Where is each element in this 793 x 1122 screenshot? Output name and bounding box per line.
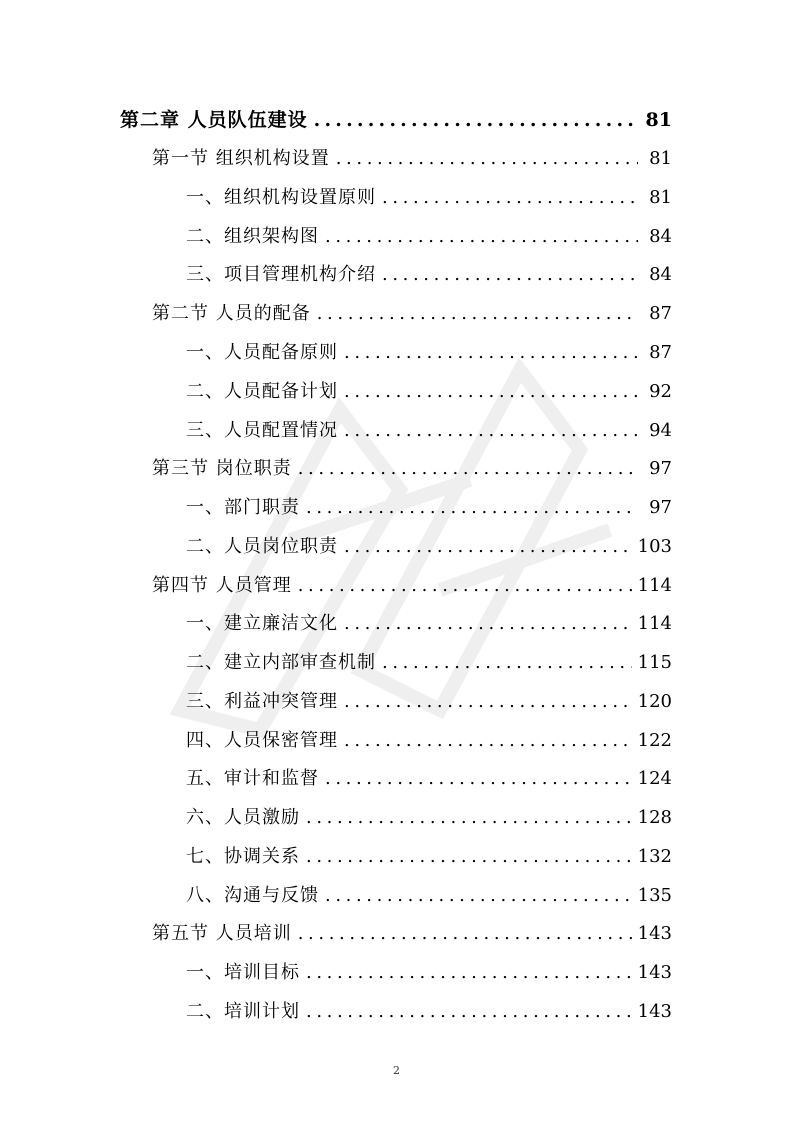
toc-leader xyxy=(325,222,638,252)
toc-page: 120 xyxy=(637,691,672,712)
toc-page: 97 xyxy=(649,458,672,479)
toc-page: 114 xyxy=(637,613,672,634)
toc-page: 143 xyxy=(637,962,672,983)
toc-entry[interactable] xyxy=(186,842,672,872)
toc-entry[interactable] xyxy=(152,454,672,484)
toc-entry[interactable] xyxy=(152,919,672,949)
toc-page: 84 xyxy=(649,264,672,285)
toc-label: 四、人员保密管理 xyxy=(186,730,338,751)
toc-label: 二、人员配备计划 xyxy=(186,381,338,402)
toc-label: 第五节 人员培训 xyxy=(152,923,292,944)
toc-label: 第一节 组织机构设置 xyxy=(152,148,330,169)
toc-entry[interactable] xyxy=(186,958,672,988)
toc-label: 六、人员激励 xyxy=(186,807,300,828)
toc-entry[interactable] xyxy=(186,687,672,717)
toc-leader xyxy=(344,609,632,639)
toc-page: 135 xyxy=(637,885,672,906)
toc-label: 一、人员配备原则 xyxy=(186,342,338,363)
toc-label: 三、项目管理机构介绍 xyxy=(186,264,376,285)
toc-leader xyxy=(382,183,638,213)
toc-label: 三、利益冲突管理 xyxy=(186,691,338,712)
toc-leader xyxy=(306,842,632,872)
toc-page: 84 xyxy=(649,226,672,247)
toc-label: 第二章 人员队伍建设 xyxy=(120,109,308,131)
toc-label: 二、培训计划 xyxy=(186,1001,300,1022)
toc-leader xyxy=(298,571,632,601)
toc-entry[interactable] xyxy=(152,299,672,329)
toc-page: 81 xyxy=(649,187,672,208)
toc-entry[interactable] xyxy=(186,377,672,407)
toc-label: 一、建立廉洁文化 xyxy=(186,613,338,634)
toc-entry[interactable] xyxy=(186,764,672,794)
toc-entry[interactable] xyxy=(186,260,672,290)
toc-leader xyxy=(382,260,638,290)
toc-entry[interactable] xyxy=(186,222,672,252)
toc-leader xyxy=(344,338,638,368)
toc-leader xyxy=(336,144,638,174)
toc-label: 五、审计和监督 xyxy=(186,768,319,789)
toc-entry[interactable] xyxy=(186,493,672,523)
toc-leader xyxy=(344,416,638,446)
toc-page: 128 xyxy=(637,807,672,828)
toc-label: 二、人员岗位职责 xyxy=(186,536,338,557)
toc-entry[interactable] xyxy=(186,609,672,639)
toc-entry[interactable] xyxy=(186,183,672,213)
page-number: 2 xyxy=(393,1064,400,1077)
toc-entry[interactable] xyxy=(186,416,672,446)
toc-entry[interactable] xyxy=(186,803,672,833)
toc-page: 97 xyxy=(649,497,672,518)
toc-page: 122 xyxy=(637,730,672,751)
toc-leader xyxy=(306,803,632,833)
toc-entry-chapter-2[interactable] xyxy=(120,105,672,135)
toc-entry[interactable] xyxy=(186,648,672,678)
toc-page: 92 xyxy=(649,381,672,402)
toc-page: 143 xyxy=(637,1001,672,1022)
toc-leader xyxy=(344,377,638,407)
toc-label: 七、协调关系 xyxy=(186,846,300,867)
toc-entry[interactable] xyxy=(152,144,672,174)
toc-label: 二、组织架构图 xyxy=(186,226,319,247)
toc-entry[interactable] xyxy=(186,338,672,368)
toc-entry[interactable] xyxy=(186,726,672,756)
toc-page: 87 xyxy=(649,342,672,363)
toc-leader xyxy=(325,764,632,794)
toc-page: 143 xyxy=(637,923,672,944)
toc-leader xyxy=(306,958,632,988)
toc-leader xyxy=(344,687,632,717)
toc-label: 第四节 人员管理 xyxy=(152,575,292,596)
toc-label: 一、培训目标 xyxy=(186,962,300,983)
toc-entry[interactable] xyxy=(186,532,672,562)
toc-page: 87 xyxy=(649,303,672,324)
toc-page: 124 xyxy=(637,768,672,789)
toc-label: 第二节 人员的配备 xyxy=(152,303,311,324)
toc-page: 81 xyxy=(645,109,672,131)
toc-page: 114 xyxy=(637,575,672,596)
toc-leader xyxy=(306,997,632,1027)
toc-label: 第三节 岗位职责 xyxy=(152,458,292,479)
toc-entry[interactable] xyxy=(186,881,672,911)
toc-leader xyxy=(382,648,632,678)
toc-page: 94 xyxy=(649,420,672,441)
toc-page: 115 xyxy=(637,652,672,673)
toc-leader xyxy=(344,726,632,756)
toc-label: 三、人员配置情况 xyxy=(186,420,338,441)
toc-page: 103 xyxy=(637,536,672,557)
toc-label: 八、沟通与反馈 xyxy=(186,885,319,906)
toc-leader xyxy=(306,493,638,523)
toc-page: 132 xyxy=(637,846,672,867)
toc-label: 一、部门职责 xyxy=(186,497,300,518)
toc-leader xyxy=(325,881,632,911)
toc-leader xyxy=(317,299,638,329)
toc-leader xyxy=(314,105,638,135)
toc-leader xyxy=(298,454,638,484)
toc-label: 一、组织机构设置原则 xyxy=(186,187,376,208)
toc-entry[interactable] xyxy=(152,571,672,601)
toc-label: 二、建立内部审查机制 xyxy=(186,652,376,673)
toc-leader xyxy=(344,532,632,562)
toc-page: 81 xyxy=(649,148,672,169)
toc-entry[interactable] xyxy=(186,997,672,1027)
toc-leader xyxy=(298,919,632,949)
